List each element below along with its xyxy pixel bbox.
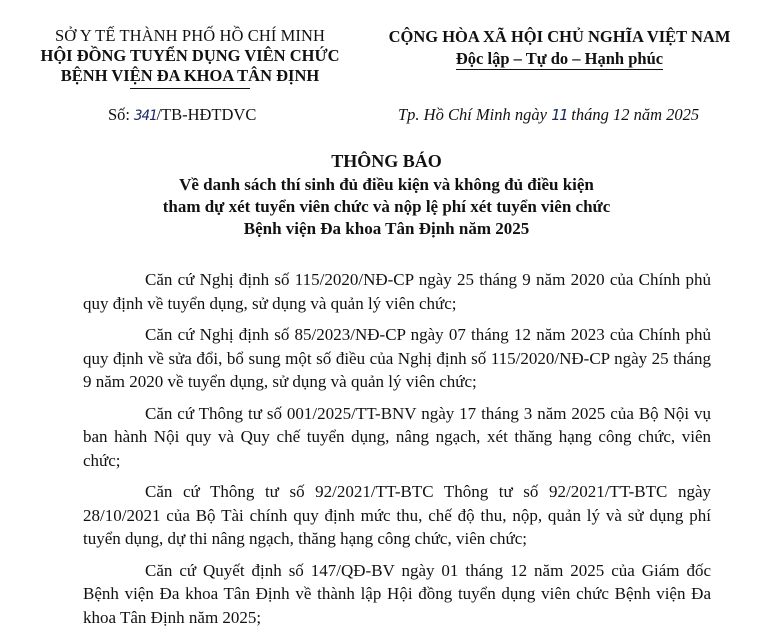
date-day-handwritten: 11 [551, 106, 568, 124]
date-prefix: Tp. Hồ Chí Minh ngày [398, 105, 552, 124]
legal-basis-paragraph: Căn cứ Thông tư số 92/2021/TT-BTC Thông tư số 92/2021/TT-BTC ngày 28/10/2021 của Bộ Tài chính quy định mức thu, chế độ thu, nộp, quản lý và sử dụng phí tuyển dụng, dự thi nâng ngạch, thăng hạng công chức, viên chức; [83, 482, 711, 548]
legal-basis-paragraph: Căn cứ Quyết định số 147/QĐ-BV ngày 01 tháng 12 năm 2025 của Giám đốc Bệnh viện Đa khoa Tân Định về thành lập Hội đồng tuyển dụng viên chức Bệnh viện Đa khoa Tân Định năm 2025; [83, 560, 711, 627]
notice-title: THÔNG BÁO [331, 151, 442, 171]
agency-underline [130, 88, 250, 89]
notice-title-block [0, 150, 773, 240]
agency-line-2: HỘI ĐỒNG TUYỂN DỤNG VIÊN CHỨC [40, 46, 340, 65]
document-number-suffix: /TB-HĐTDVC [156, 105, 257, 124]
agency-line-1: SỞ Y TẾ THÀNH PHỐ HỒ CHÍ MINH [54, 26, 326, 45]
national-header [362, 26, 757, 70]
document-number [108, 105, 256, 125]
document-body [83, 268, 711, 637]
document-number-handwritten: 341 [134, 108, 157, 124]
agency-line-3: BỆNH VIỆN ĐA KHOA TÂN ĐỊNH [60, 66, 320, 85]
country-name: CỘNG HÒA XÃ HỘI CHỦ NGHĨA VIỆT NAM [388, 27, 731, 46]
issuing-agency-header [30, 26, 350, 89]
notice-subject-line-1: Về danh sách thí sinh đủ điều kiện và không đủ điều kiện [179, 175, 594, 194]
notice-subject-line-2: tham dự xét tuyển viên chức và nộp lệ phí xét tuyển viên chức [162, 197, 611, 216]
notice-subject-line-3: Bệnh viện Đa khoa Tân Định năm 2025 [243, 219, 530, 238]
date-suffix: tháng 12 năm 2025 [567, 105, 700, 124]
legal-basis-paragraph: Căn cứ Nghị định số 85/2023/NĐ-CP ngày 07 tháng 12 năm 2023 của Chính phủ quy định về sửa đổi, bổ sung một số điều của Nghị định số 115/2020/NĐ-CP ngày 25 tháng 9 năm 2020 về tuyển dụng, sử dụng và quản lý viên chức; [83, 325, 711, 391]
document-number-prefix: Số: [108, 105, 135, 124]
document-date [398, 105, 699, 125]
legal-basis-paragraph: Căn cứ Nghị định số 115/2020/NĐ-CP ngày 25 tháng 9 năm 2020 của Chính phủ quy định về tuyển dụng, sử dụng và quản lý viên chức; [83, 270, 711, 313]
national-motto: Độc lập – Tự do – Hạnh phúc [455, 49, 664, 68]
legal-basis-paragraph: Căn cứ Thông tư số 001/2025/TT-BNV ngày 17 tháng 3 năm 2025 của Bộ Nội vụ ban hành Nội quy và Quy chế tuyển dụng, nâng ngạch, xét thăng hạng công chức, viên chức; [83, 403, 711, 470]
